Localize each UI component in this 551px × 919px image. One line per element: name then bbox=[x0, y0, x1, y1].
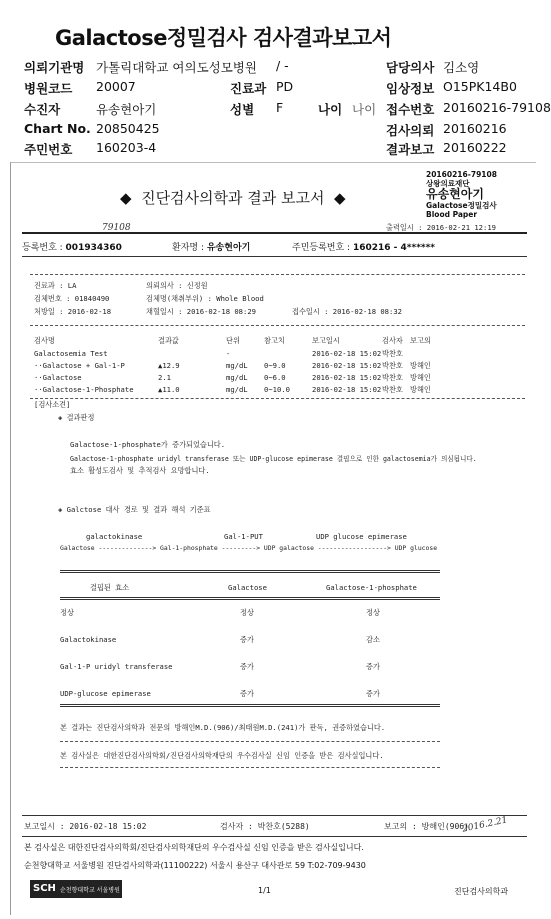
logo-mark: SCH bbox=[33, 883, 56, 894]
page-number: 1/1 bbox=[258, 886, 271, 895]
result-date: 2016-02-18 15:02 bbox=[312, 361, 382, 370]
request-date-label: 검사의뢰 bbox=[386, 123, 435, 138]
hospital-code-label: 병원코드 bbox=[24, 81, 73, 96]
dept-value: PD bbox=[276, 79, 294, 94]
specimen-no: 검체번호 : 01840490 bbox=[34, 294, 110, 303]
enzyme-table-enzyme: 정상 bbox=[60, 608, 74, 617]
corner-id: 20160216-79108 bbox=[426, 170, 497, 179]
age-value: 나이 bbox=[352, 102, 377, 117]
scan-ssn-label: 주민등록번호 : bbox=[292, 243, 351, 253]
confirm-note: 본 결과는 진단검사의학과 전문의 방해인M.D.(906)/최태원M.D.(241)가 판독, 권증하였습니다. bbox=[60, 723, 386, 732]
result-value: ▲12.9 bbox=[158, 361, 180, 370]
corner-patient: 유송현아기 bbox=[426, 187, 484, 201]
result-tech: 박찬호 bbox=[382, 385, 403, 394]
table-col-gal: Galactose bbox=[228, 583, 267, 592]
report-date: 보고일시 : 2016-02-18 15:02 bbox=[24, 822, 147, 831]
handwritten-signature: 2016.2.21 bbox=[461, 815, 509, 835]
request-date-value: 20160216 bbox=[443, 121, 507, 136]
enzyme-table-g1p: 증가 bbox=[366, 662, 380, 671]
interp-line-3: 효소 활성도검사 및 추적검사 요망합니다. bbox=[70, 466, 210, 475]
receive-date: 접수일시 : 2016-02-18 08:32 bbox=[292, 307, 402, 316]
ssn-label: 주민번호 bbox=[24, 142, 73, 157]
clinical-label: 임상정보 bbox=[386, 81, 435, 96]
doctor-value: 김소영 bbox=[443, 60, 480, 75]
col-unit: 단위 bbox=[226, 336, 240, 345]
result-name: Galactosemia Test bbox=[34, 349, 108, 358]
result-ref: 0~10.0 bbox=[264, 385, 290, 394]
doctor-footer: 보고의 : 방해인(906) bbox=[384, 822, 469, 831]
col-tech: 검사자 bbox=[382, 336, 403, 345]
enzyme-3: UDP glucose epimerase bbox=[316, 532, 407, 541]
table-col-g1p: Galactose-1-phosphate bbox=[326, 583, 417, 592]
doctor-label: 담당의사 bbox=[386, 60, 435, 75]
receipt-label: 접수번호 bbox=[386, 102, 435, 117]
specimen-type: 검체명(채취부위) : Whole Blood bbox=[146, 294, 264, 303]
corner-label bbox=[426, 170, 497, 219]
result-unit: mg/dL bbox=[226, 361, 248, 370]
result-ref: 0~9.0 bbox=[264, 361, 286, 370]
sex-value: F bbox=[276, 100, 284, 115]
enzyme-table-gal: 증가 bbox=[240, 662, 254, 671]
dept-label: 진료과 bbox=[230, 81, 267, 96]
hospital-logo bbox=[30, 880, 122, 898]
result-value: ▲11.0 bbox=[158, 385, 180, 394]
col-test: 검사명 bbox=[34, 336, 55, 345]
corner-org: 상왕의료재단 bbox=[426, 179, 470, 188]
result-date: 2016-02-18 15:02 bbox=[312, 349, 382, 358]
report-title: Galactose정밀검사 검사결과보고서 bbox=[55, 26, 392, 50]
scan-ssn bbox=[292, 240, 435, 253]
remark-header: [검사소견] bbox=[34, 400, 71, 409]
enzyme-table-gal: 정상 bbox=[240, 608, 254, 617]
enzyme-table-enzyme: Galactokinase bbox=[60, 635, 117, 644]
result-doc: 방해인 bbox=[410, 361, 431, 370]
result-unit: - bbox=[226, 349, 231, 358]
enzyme-table-gal: 증가 bbox=[240, 635, 254, 644]
scan-patient-value: 유송현아기 bbox=[206, 243, 251, 253]
sex-label: 성별 bbox=[230, 102, 255, 117]
enzyme-2: Gal-1-PUT bbox=[224, 532, 263, 541]
result-name: ··Galactose bbox=[34, 373, 82, 382]
dept-footer: 진단검사의학과 bbox=[454, 887, 509, 896]
diamond-icon: ◆ bbox=[120, 189, 142, 207]
result-unit: mg/dL bbox=[226, 385, 248, 394]
result-name: ··Galactose-1-Phosphate bbox=[34, 385, 134, 394]
enzyme-table-gal: 증가 bbox=[240, 689, 254, 698]
footer-address: 순천향대학교 서울병원 진단검사의학과(11100222) 서울시 용산구 대사관로 59 T:02-709-9430 bbox=[24, 861, 366, 870]
patient-label: 수진자 bbox=[24, 102, 61, 117]
scan-title bbox=[120, 187, 346, 208]
result-tech: 박찬호 bbox=[382, 373, 403, 382]
result-tech: 박찬호 bbox=[382, 349, 403, 358]
result-doc: 방해인 bbox=[410, 385, 431, 394]
interp-line-2: Galactose-1-phosphate uridyl transferase 또는 UDP-glucose epimerase 결핍으로 인한 galactosemia가 의심됩니다. bbox=[70, 455, 477, 463]
result-ref: 0~6.0 bbox=[264, 373, 286, 382]
corner-paper: Blood Paper bbox=[426, 210, 478, 219]
col-date: 보고일시 bbox=[312, 336, 340, 345]
result-doc: 방해인 bbox=[410, 373, 431, 382]
scan-ssn-value: 160216 - 4****** bbox=[352, 243, 436, 253]
enzyme-table-g1p: 정상 bbox=[366, 608, 380, 617]
reg-value: 001934360 bbox=[65, 243, 122, 253]
diamond-icon: ◆ bbox=[324, 189, 346, 207]
logo-name: 순천향대학교 서울병원 bbox=[60, 887, 120, 894]
col-doc: 보고의 bbox=[410, 336, 431, 345]
enzyme-1: galactokinase bbox=[86, 532, 143, 541]
interp-header: ◈ 결과판정 bbox=[58, 413, 95, 422]
table-col-enzyme: 결핍된 효소 bbox=[90, 583, 130, 592]
result-date: 2016-02-18 15:02 bbox=[312, 373, 382, 382]
result-date-label: 결과보고 bbox=[386, 142, 435, 157]
chart-label: Chart No. bbox=[24, 121, 91, 136]
chart-value: 20850425 bbox=[96, 121, 160, 136]
requester-extra: / - bbox=[276, 58, 289, 73]
cert-note: 본 검사실은 대한진단검사의학회/진단검사의학재단의 우수검사실 신임 인증을 받은 검사실입니다. bbox=[60, 751, 384, 760]
col-ref: 참고치 bbox=[264, 336, 285, 345]
result-date: 2016-02-18 15:02 bbox=[312, 385, 382, 394]
col-value: 결과값 bbox=[158, 336, 179, 345]
enzyme-table-g1p: 증가 bbox=[366, 689, 380, 698]
age-label: 나이 bbox=[318, 102, 343, 117]
requester-label: 의뢰기관명 bbox=[24, 60, 85, 75]
tech-footer: 검사자 : 박찬호(5288) bbox=[220, 822, 310, 831]
requester-value: 가톨릭대학교 여의도성모병원 bbox=[96, 60, 257, 75]
doctor-info: 의뢰의사 : 신정원 bbox=[146, 281, 208, 290]
enzyme-table-enzyme: Gal-1-P uridyl transferase bbox=[60, 662, 173, 671]
scan-title-text: 진단검사의학과 결과 보고서 bbox=[141, 189, 325, 207]
pathway-header: ◈ Galctose 대사 경로 및 결과 해석 기준표 bbox=[58, 505, 211, 514]
hospital-code-value: 20007 bbox=[96, 79, 136, 94]
collect-date: 채혈일시 : 2016-02-18 08:29 bbox=[146, 307, 256, 316]
result-date-value: 20160222 bbox=[443, 140, 507, 155]
pathway-line: Galactose --------------> Gal-1-phosphate ---------> UDP galactose ------------------> UDP glucose bbox=[60, 544, 438, 552]
result-tech: 박찬호 bbox=[382, 361, 403, 370]
scan-patient bbox=[172, 240, 250, 253]
interp-line-1: Galactose-1-phosphate가 증가되었습니다. bbox=[70, 440, 226, 449]
corner-test: Galactose정밀검사 bbox=[426, 201, 497, 210]
reg-label: 등록번호 : bbox=[22, 243, 63, 253]
ssn-value: 160203-4 bbox=[96, 140, 157, 155]
enzyme-table-enzyme: UDP-glucose epimerase bbox=[60, 689, 151, 698]
enzyme-table-g1p: 감소 bbox=[366, 635, 380, 644]
order-date: 처방일 : 2016-02-18 bbox=[34, 307, 112, 316]
result-unit: mg/dL bbox=[226, 373, 248, 382]
clinical-value: O15PK14B0 bbox=[443, 79, 517, 94]
scan-patient-label: 환자명 : bbox=[172, 243, 204, 253]
dept-info: 진료과 : LA bbox=[34, 281, 77, 290]
footer-cert: 본 검사실은 대한진단검사의학회/진단검사의학재단의 우수검사실 신임 인증을 받은 검사실입니다. bbox=[24, 843, 364, 852]
result-value: 2.1 bbox=[158, 373, 171, 382]
reg-no bbox=[22, 240, 122, 253]
handwritten-number: 79108 bbox=[102, 223, 131, 233]
receipt-value: 20160216-79108 bbox=[443, 100, 551, 115]
patient-value: 유송현아기 bbox=[96, 102, 157, 117]
print-date: 출력일시 : 2016-02-21 12:19 bbox=[386, 223, 496, 232]
result-name: ··Galactose + Gal-1-P bbox=[34, 361, 125, 370]
